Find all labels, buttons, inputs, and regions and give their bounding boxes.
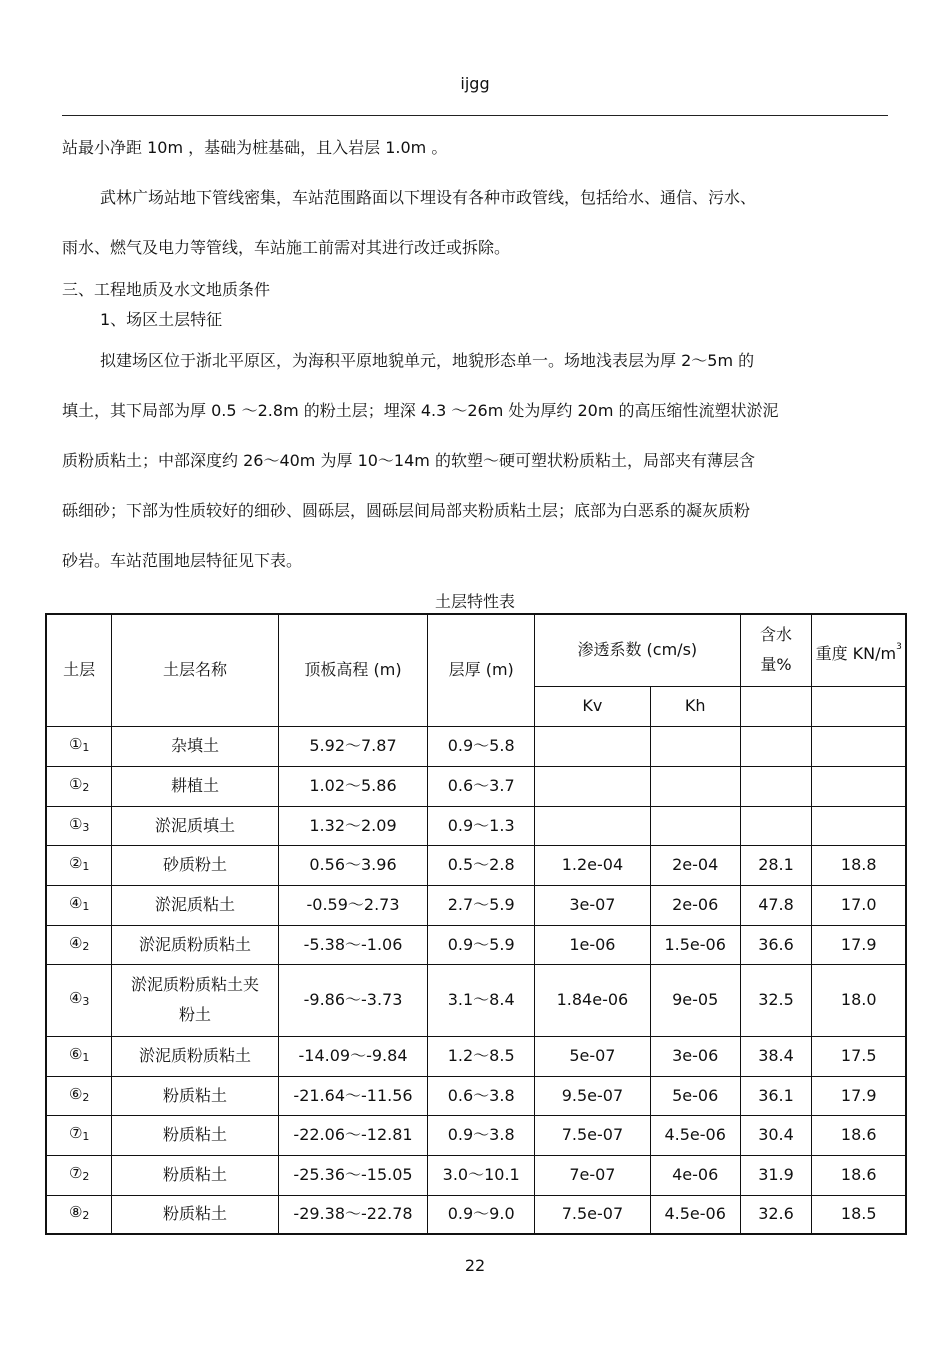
layer-id: ① bbox=[68, 814, 83, 833]
table-row bbox=[46, 1195, 906, 1234]
kv-cell: 7.5e-07 bbox=[535, 1115, 651, 1155]
water-content-cell bbox=[740, 726, 812, 766]
density-cell: 17.5 bbox=[812, 1036, 906, 1076]
layer-subscript: 2 bbox=[82, 939, 90, 953]
thickness-cell: 0.9～3.8 bbox=[428, 1115, 535, 1155]
kv-cell: 3e-07 bbox=[535, 885, 651, 925]
header-water-content bbox=[740, 614, 812, 686]
layer-id: ⑧ bbox=[68, 1203, 83, 1222]
layer-name-line1: 淤泥质粉质粘土夹 bbox=[131, 975, 260, 994]
layer-subscript: 2 bbox=[82, 781, 90, 794]
kv-cell: 9.5e-07 bbox=[535, 1076, 651, 1115]
layer-id-cell bbox=[46, 925, 112, 964]
thickness-cell: 0.6～3.7 bbox=[428, 766, 535, 806]
paragraph-line: 砾细砂；下部为性质较好的细砂、圆砾层，圆砾层间局部夹粉质粘土层；底部为白恶系的凝灰质粉 bbox=[62, 501, 751, 520]
kh-cell: 2e-06 bbox=[650, 885, 740, 925]
water-content-cell: 36.6 bbox=[740, 925, 812, 964]
header-thickness: 层厚 (m) bbox=[428, 614, 535, 726]
layer-id-cell bbox=[46, 766, 112, 806]
density-cell: 18.8 bbox=[812, 845, 906, 885]
thickness-cell: 0.9～5.8 bbox=[428, 726, 535, 766]
table-caption: 土层特性表 bbox=[434, 592, 515, 611]
kv-cell: 7.5e-07 bbox=[535, 1195, 651, 1234]
header-empty bbox=[812, 686, 906, 726]
page-number: 22 bbox=[464, 1256, 486, 1275]
layer-id: ① bbox=[68, 775, 83, 793]
layer-id-cell bbox=[46, 726, 112, 766]
layer-id-cell bbox=[46, 1115, 112, 1155]
layer-name-cell: 淤泥质粘土 bbox=[112, 885, 278, 925]
thickness-cell: 3.1～8.4 bbox=[428, 964, 535, 1036]
layer-id: ⑥ bbox=[68, 1084, 83, 1103]
layer-name-cell: 淤泥质粉质粘土 bbox=[112, 1036, 278, 1076]
kh-cell bbox=[650, 766, 740, 806]
header-density bbox=[812, 614, 906, 686]
table-body bbox=[46, 726, 906, 1234]
density-cell bbox=[812, 766, 906, 806]
thickness-cell: 0.9～1.3 bbox=[428, 806, 535, 845]
density-cell: 17.9 bbox=[812, 925, 906, 964]
kh-cell bbox=[650, 726, 740, 766]
water-content-cell: 47.8 bbox=[740, 885, 812, 925]
top-elevation-cell: -29.38～-22.78 bbox=[278, 1195, 428, 1234]
thickness-cell: 0.9～5.9 bbox=[428, 925, 535, 964]
header-rule bbox=[62, 115, 888, 116]
layer-name-cell: 粉质粘土 bbox=[112, 1155, 278, 1195]
thickness-cell: 2.7～5.9 bbox=[428, 885, 535, 925]
density-cell: 18.6 bbox=[812, 1155, 906, 1195]
header-top-elevation: 顶板高程 (m) bbox=[278, 614, 428, 726]
kh-cell: 4.5e-06 bbox=[650, 1195, 740, 1234]
layer-id-cell bbox=[46, 1195, 112, 1234]
paragraph-line: 填土，其下局部为厚 0.5 ～2.8m 的粉土层；埋深 4.3 ～26m 处为厚约 20m 的高压缩性流塑状淤泥 bbox=[62, 401, 779, 420]
kh-cell: 3e-06 bbox=[650, 1036, 740, 1076]
layer-id: ⑦ bbox=[68, 1164, 83, 1182]
density-cell: 18.0 bbox=[812, 964, 906, 1036]
layer-subscript: 1 bbox=[82, 860, 90, 873]
layer-name-cell bbox=[112, 964, 278, 1036]
header-name: 土层名称 bbox=[112, 614, 278, 726]
layer-id: ② bbox=[68, 854, 83, 872]
top-elevation-cell: -0.59～2.73 bbox=[278, 885, 428, 925]
table-row bbox=[46, 845, 906, 885]
layer-name-cell: 砂质粉土 bbox=[112, 845, 278, 885]
density-cell: 17.0 bbox=[812, 885, 906, 925]
top-elevation-cell: -14.09～-9.84 bbox=[278, 1036, 428, 1076]
water-content-cell: 32.6 bbox=[740, 1195, 812, 1234]
layer-subscript: 3 bbox=[82, 995, 90, 1008]
layer-subscript: 3 bbox=[82, 820, 90, 834]
kh-cell bbox=[650, 806, 740, 845]
layer-id-cell bbox=[46, 806, 112, 845]
top-elevation-cell: -5.38～-1.06 bbox=[278, 925, 428, 964]
header-kv: Kv bbox=[535, 686, 651, 726]
kv-cell bbox=[535, 726, 651, 766]
kv-cell bbox=[535, 766, 651, 806]
layer-id-cell bbox=[46, 1155, 112, 1195]
header-water-line2: 量% bbox=[760, 655, 792, 675]
table-row bbox=[46, 885, 906, 925]
kh-cell: 4e-06 bbox=[650, 1155, 740, 1195]
kh-cell: 2e-04 bbox=[650, 845, 740, 885]
table-row bbox=[46, 1155, 906, 1195]
header-kh: Kh bbox=[650, 686, 740, 726]
paragraph-line: 雨水、燃气及电力等管线，车站施工前需对其进行改迁或拆除。 bbox=[62, 238, 511, 257]
kv-cell: 1.84e-06 bbox=[535, 964, 651, 1036]
layer-subscript: 1 bbox=[82, 900, 90, 913]
layer-name-cell: 粉质粘土 bbox=[112, 1115, 278, 1155]
layer-name-cell: 杂填土 bbox=[112, 726, 278, 766]
table-row bbox=[46, 1036, 906, 1076]
thickness-cell: 1.2～8.5 bbox=[428, 1036, 535, 1076]
kh-cell: 9e-05 bbox=[650, 964, 740, 1036]
top-elevation-cell: -25.36～-15.05 bbox=[278, 1155, 428, 1195]
thickness-cell: 0.9～9.0 bbox=[428, 1195, 535, 1234]
layer-id-cell bbox=[46, 1036, 112, 1076]
layer-name-cell: 粉质粘土 bbox=[112, 1195, 278, 1234]
table-row bbox=[46, 1115, 906, 1155]
water-content-cell: 32.5 bbox=[740, 964, 812, 1036]
table-row bbox=[46, 726, 906, 766]
layer-id-cell bbox=[46, 845, 112, 885]
layer-id: ⑥ bbox=[68, 1045, 83, 1063]
header-density-label: 重度 KN/m bbox=[815, 643, 897, 663]
subsection-heading: 1、场区土层特征 bbox=[100, 310, 223, 329]
layer-id: ⑦ bbox=[68, 1124, 83, 1142]
kh-cell: 1.5e-06 bbox=[650, 925, 740, 964]
kv-cell: 5e-07 bbox=[535, 1036, 651, 1076]
paragraph-line: 拟建场区位于浙北平原区，为海积平原地貌单元，地貌形态单一。场地浅表层为厚 2～5m 的 bbox=[100, 351, 755, 370]
water-content-cell: 30.4 bbox=[740, 1115, 812, 1155]
layer-name-cell: 耕植土 bbox=[112, 766, 278, 806]
kv-cell bbox=[535, 806, 651, 845]
density-cell bbox=[812, 726, 906, 766]
top-elevation-cell: -22.06～-12.81 bbox=[278, 1115, 428, 1155]
density-cell: 18.6 bbox=[812, 1115, 906, 1155]
top-elevation-cell: -21.64～-11.56 bbox=[278, 1076, 428, 1115]
top-elevation-cell: 1.02～5.86 bbox=[278, 766, 428, 806]
table-row bbox=[46, 806, 906, 845]
thickness-cell: 3.0～10.1 bbox=[428, 1155, 535, 1195]
layer-id-cell bbox=[46, 964, 112, 1036]
thickness-cell: 0.6～3.8 bbox=[428, 1076, 535, 1115]
table-header-row bbox=[46, 614, 906, 686]
kv-cell: 1e-06 bbox=[535, 925, 651, 964]
page-header: ijgg bbox=[460, 74, 490, 93]
table-row bbox=[46, 1076, 906, 1115]
header-layer: 土层 bbox=[46, 614, 112, 726]
header-density-sup: 3 bbox=[896, 641, 902, 652]
water-content-cell: 31.9 bbox=[740, 1155, 812, 1195]
layer-id: ④ bbox=[68, 894, 83, 912]
layer-subscript: 2 bbox=[82, 1209, 90, 1223]
layer-subscript: 1 bbox=[82, 1130, 90, 1143]
header-empty bbox=[740, 686, 812, 726]
density-cell: 18.5 bbox=[812, 1195, 906, 1234]
layer-id-cell bbox=[46, 885, 112, 925]
kv-cell: 7e-07 bbox=[535, 1155, 651, 1195]
layer-name-cell: 粉质粘土 bbox=[112, 1076, 278, 1115]
layer-name-line2: 粉土 bbox=[179, 1005, 212, 1024]
top-elevation-cell: 5.92～7.87 bbox=[278, 726, 428, 766]
kh-cell: 5e-06 bbox=[650, 1076, 740, 1115]
top-elevation-cell: 0.56～3.96 bbox=[278, 845, 428, 885]
table-row bbox=[46, 766, 906, 806]
layer-id: ④ bbox=[68, 933, 83, 952]
paragraph-line: 武林广场站地下管线密集，车站范围路面以下埋设有各种市政管线，包括给水、通信、污水、 bbox=[100, 188, 757, 207]
layer-id: ① bbox=[68, 735, 83, 753]
top-elevation-cell: 1.32～2.09 bbox=[278, 806, 428, 845]
paragraph-line: 质粉质粘土；中部深度约 26～40m 为厚 10～14m 的软塑～硬可塑状粉质粘土，局部夹有薄层含 bbox=[62, 451, 755, 470]
paragraph-line: 砂岩。车站范围地层特征见下表。 bbox=[62, 551, 303, 570]
thickness-cell: 0.5～2.8 bbox=[428, 845, 535, 885]
water-content-cell: 28.1 bbox=[740, 845, 812, 885]
soil-properties-table bbox=[45, 613, 907, 1235]
layer-name-cell: 淤泥质填土 bbox=[112, 806, 278, 845]
kv-cell: 1.2e-04 bbox=[535, 845, 651, 885]
kh-cell: 4.5e-06 bbox=[650, 1115, 740, 1155]
table-row bbox=[46, 925, 906, 964]
density-cell: 17.9 bbox=[812, 1076, 906, 1115]
layer-name-cell: 淤泥质粉质粘土 bbox=[112, 925, 278, 964]
water-content-cell bbox=[740, 766, 812, 806]
header-water-line1: 含水 bbox=[760, 625, 793, 645]
water-content-cell: 36.1 bbox=[740, 1076, 812, 1115]
table-row bbox=[46, 964, 906, 1036]
layer-subscript: 2 bbox=[82, 1090, 90, 1104]
water-content-cell bbox=[740, 806, 812, 845]
top-elevation-cell: -9.86～-3.73 bbox=[278, 964, 428, 1036]
layer-subscript: 1 bbox=[82, 741, 90, 754]
density-cell bbox=[812, 806, 906, 845]
layer-subscript: 1 bbox=[82, 1051, 90, 1064]
header-permeability: 渗透系数 (cm/s) bbox=[535, 614, 741, 686]
layer-id-cell bbox=[46, 1076, 112, 1115]
paragraph-line: 站最小净距 10m ，基础为桩基础，且入岩层 1.0m 。 bbox=[62, 138, 448, 157]
section-heading: 三、工程地质及水文地质条件 bbox=[62, 280, 271, 299]
layer-subscript: 2 bbox=[82, 1170, 90, 1183]
layer-id: ④ bbox=[68, 989, 83, 1007]
water-content-cell: 38.4 bbox=[740, 1036, 812, 1076]
